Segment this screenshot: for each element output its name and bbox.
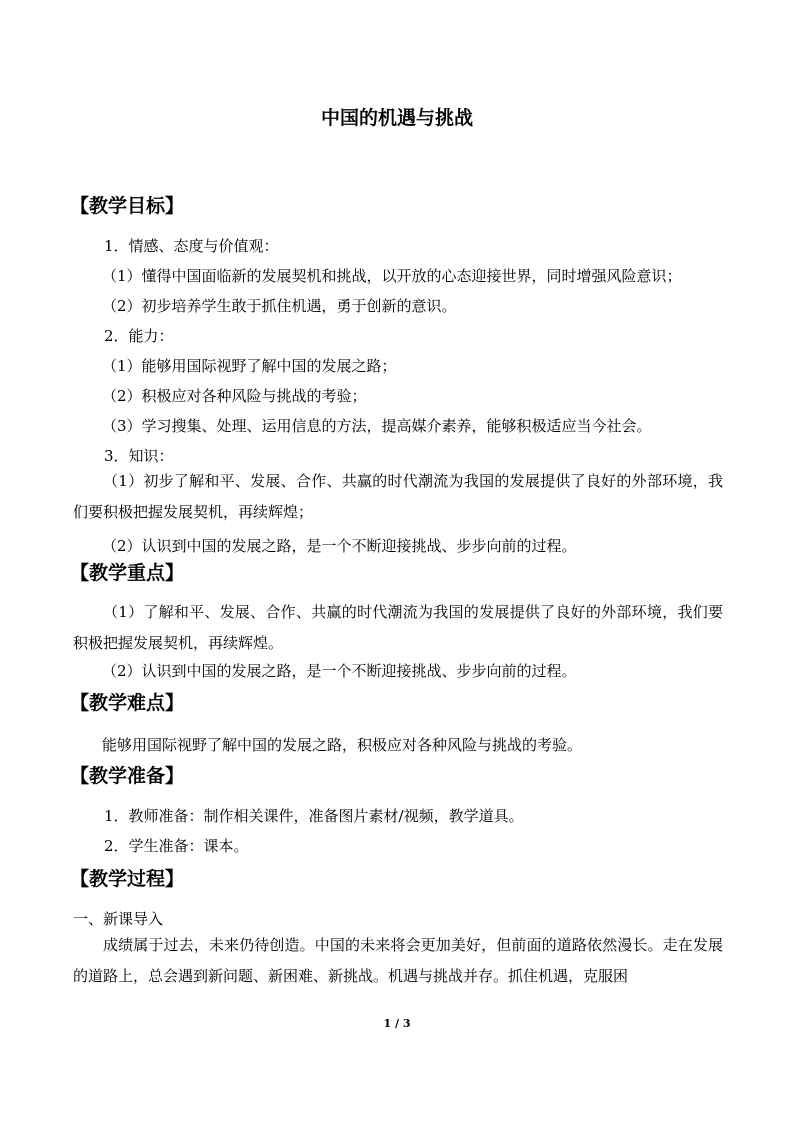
objectives-line: 1．情感、态度与价值观： — [104, 237, 279, 255]
key-points-line: （2）认识到中国的发展之路，是一个不断迎接挑战、步步向前的过程。 — [102, 662, 577, 680]
objectives-line: （3）学习搜集、处理、运用信息的方法，提高媒介素养，能够积极适应当今社会。 — [102, 417, 652, 435]
section-heading-preparation: 【教学准备】 — [70, 765, 185, 787]
preparation-line: 1．教师准备：制作相关课件，准备图片素材/视频，教学道具。 — [104, 807, 524, 825]
objectives-line: （2）认识到中国的发展之路，是一个不断迎接挑战、步步向前的过程。 — [102, 537, 577, 555]
objectives-line: 2．能力： — [104, 327, 174, 345]
section-heading-process: 【教学过程】 — [70, 868, 185, 890]
process-paragraph: 成绩属于过去，未来仍待创造。中国的未来将会更加美好，但前面的道路依然漫长。走在发展的道路上，总会遇到新问题、新困难、新挑战。机遇与挑战并存。抓住机遇，克服困 — [73, 936, 723, 985]
objectives-line: （1）能够用国际视野了解中国的发展之路； — [102, 357, 397, 375]
document-title: 中国的机遇与挑战 — [320, 107, 473, 129]
page-number: 1 / 3 — [383, 1017, 411, 1030]
objectives-line: （1）懂得中国面临新的发展契机和挑战，以开放的心态迎接世界，同时增强风险意识； — [102, 267, 682, 285]
objectives-line: （2）积极应对各种风险与挑战的考验； — [102, 387, 367, 405]
section-heading-objectives: 【教学目标】 — [70, 195, 185, 217]
section-heading-difficulties: 【教学难点】 — [70, 692, 185, 714]
key-points-paragraph: （1）了解和平、发展、合作、共赢的时代潮流为我国的发展提供了良好的外部环境，我们要积极把握发展契机，再续辉煌。 — [73, 603, 723, 652]
difficulties-line: 能够用国际视野了解中国的发展之路，积极应对各种风险与挑战的考验。 — [102, 736, 583, 754]
objectives-line: （2）初步培养学生敢于抓住机遇，勇于创新的意识。 — [102, 297, 457, 315]
objectives-line: 3．知识： — [104, 447, 174, 465]
section-heading-key-points: 【教学重点】 — [70, 562, 185, 584]
objectives-paragraph: （1）初步了解和平、发展、合作、共赢的时代潮流为我国的发展提供了良好的外部环境，我们要积极把握发展契机，再续辉煌； — [73, 472, 723, 521]
process-subheading: 一、新课导入 — [73, 910, 164, 928]
preparation-line: 2．学生准备：课本。 — [104, 837, 249, 855]
